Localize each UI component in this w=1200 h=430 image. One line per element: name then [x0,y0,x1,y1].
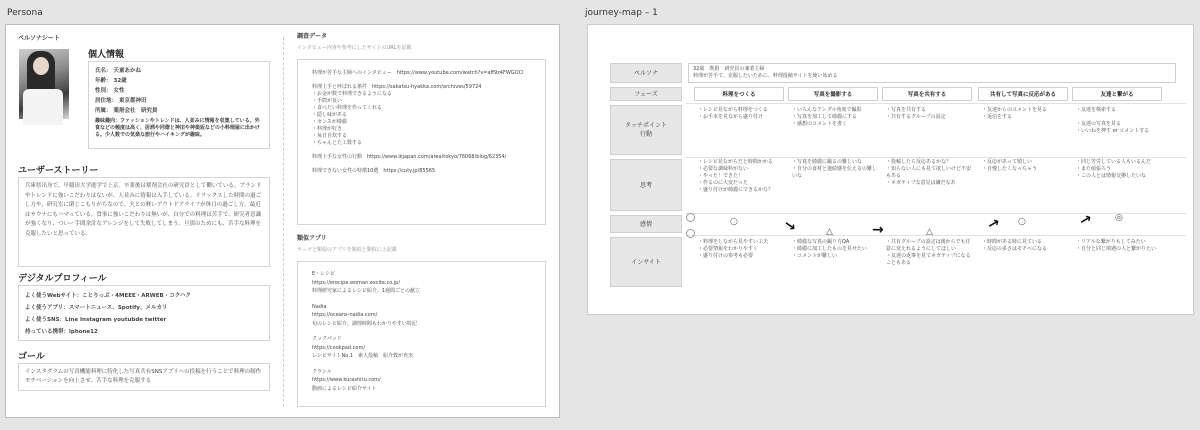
insight-cell-line: ・自分と同じ境遇の人と繋がりたい [1076,246,1157,252]
thought-cell [698,159,784,194]
row-divider [686,157,1186,158]
touchpoint-cell-line [1076,114,1162,121]
emotion-scale-icon [686,229,695,238]
research-title: 調査データ [297,33,328,40]
app-line [312,361,531,368]
digital-item: 持っている携帯：iphone12 [25,329,98,335]
app-line: レシピサイトNo.1 素人投稿 紹介数が充実 [312,353,414,359]
touchpoint-cell-line: ・返信をする [982,114,1013,120]
touchpoint-cell-line: ・友達を検索する [1076,107,1117,113]
row-label: インサイト [610,237,682,287]
profile-field-value: 東京都神田 [119,98,147,104]
touchpoint-cell-line: ・お手本を見ながら盛り付け [698,114,764,120]
profile-field [95,86,263,96]
insight-cell-line: ・コメントが難しい [792,253,838,259]
insight-cell-line: ・共有グループの設定は後からでも任意に変えれるようにしてほしい [886,239,971,252]
row-label: ペルソナ [610,63,682,83]
insight-cell-line: ・綺麗に加工したものを見せたい [792,246,868,252]
insight-cell-line: ・友達の返事を見てネガティブになることもある [886,253,971,266]
thought-cell-line: ・レシピ見ながらだと時間かかる [698,159,773,165]
emotion-arrow-icon: → [780,216,800,236]
insight-cell [1076,239,1162,253]
profile-field [95,66,263,76]
persona-photo [19,49,69,119]
emotion-mark: △ [926,227,933,237]
research-line [312,161,531,168]
thought-cell-line: ・自慢したくなっちゃう [982,166,1038,172]
research-line: ・ちゃんとた工数する [312,140,363,146]
phase-header: 共有して写真に反応がある [978,87,1068,101]
research-line: ・食べたい料理を作ってくれる [312,105,383,111]
profile-field-label: 居住地： [95,98,118,104]
app-line: 料理研究家によるレシピ紹介、1週間ごとの献立 [312,288,421,294]
journey-persona-line: 料理が苦手で、克服したいために、料理投稿サイトを使い始める [693,73,838,79]
journey-persona-box [688,63,1176,83]
digital-item: よく使うアプリ：スマートニュース、Spotify、メルカリ [25,305,168,311]
column-divider [283,37,284,407]
row-divider [686,235,1186,236]
touchpoint-cell-line: ・レシピ見ながら料理をつくる [698,107,768,113]
thought-cell-line: ・この人とは情報交換したいな [1076,173,1147,179]
touchpoint-cell-line: ・友達からのコメントを見る [982,107,1048,113]
insight-cell [698,239,784,260]
app-line [312,296,531,303]
research-box [297,59,546,225]
touchpoint-cell-line: ・いろんなアングル角度で撮影 [792,107,862,113]
thought-cell [886,159,972,187]
insight-cell-line: ・時間がある時に見ている [982,239,1043,245]
emotion-arrow-icon: → [872,222,884,238]
thought-cell-line: ・ネガティブな意見は嫌だなあ [886,180,956,186]
insight-cell [982,239,1068,253]
profile-field [95,106,263,116]
thought-cell-line: ・盛り付けが綺麗にできるかな？ [698,187,774,193]
profile-title: 個人情報 [88,50,125,60]
insight-cell-line: ・リアルな繋がりもしてみたい [1076,239,1146,245]
emotion-mark: ○ [730,217,738,227]
row-label: タッチポイント 行動 [610,105,682,155]
apps-box [297,261,546,407]
app-line: https://erecipe.woman.excite.co.jp/ [312,279,401,286]
emotion-mark: ○ [1018,217,1026,227]
research-line: ・センスが綺麗 [312,119,347,125]
research-line [312,147,531,154]
profile-field-label: 性別： [95,88,112,94]
journey-frame[interactable] [587,24,1194,315]
app-line: https://oceans-nadia.com/ [312,312,378,318]
app-line: クックパッド [312,336,342,342]
phase-header: 料理をつくる [694,87,784,101]
app-line [312,328,531,335]
profile-field [95,76,263,86]
story-text: 兵庫県出身で、早稲田大学進学で上京。卒業後は薬剤会社の研究員として働いている。ブランドやトレンドに強いこだわりはないが、人並みに情報は入手している。リラックスした時間の過ごし方や、研究室に閉じこもりがちなので、夫との軽いアウトドアライフが休日の過ごし方。最近はサウナにもハマっている。食事に強いこだわりは無いが、自分での料理は苦手で、研究者意識が強くなり、ついー手間余計なアレンジをして失敗してしまう。旦那のためにも、苦手な料理を克服したいと思っている。 [25,183,262,237]
digital-item: よく使うWebサイト：ことりっぷ・4MEEE・ARWEB・コクハク [25,293,191,299]
phase-header: 写真を撮影する [788,87,878,101]
thought-cell [982,159,1068,173]
insight-cell [792,239,878,260]
touchpoint-cell-line: ・感想のコメントを書く [792,121,848,127]
phase-header: 写真を共有する [882,87,972,101]
research-line: 料理上手と呼ばれる条件 https://sakatsu-hyakka.com/archives/59724 [312,84,482,90]
thought-cell [1076,159,1162,180]
row-label: 感情 [610,215,682,233]
research-line: ・料理が好き [312,126,343,132]
app-line: E・レシピ [312,271,336,277]
thought-cell-line: ・反応があって嬉しい [982,159,1032,165]
app-line: クラシル [312,368,332,375]
thought-cell-line: ・投稿したら反応あるかな？ [886,159,952,165]
research-line: 料理上手な女性の行動 https://www.ikjapan.com/area/tokyo/76068/blog/62354/ [312,154,507,160]
story-box [18,177,270,267]
thought-cell [792,159,878,180]
touchpoint-cell-line: ・友達の写真を見る [1076,121,1122,127]
research-subtitle: インタビュー内容や参考にしたサイトのURLを記載 [297,45,412,51]
apps-title: 類似アプリ [297,235,327,242]
row-label: フェーズ [610,87,682,101]
touchpoint-cell-line: ・いいねを押す or コメントする [1076,128,1150,134]
profile-field-value: 女性 [113,88,125,94]
touchpoint-cell [792,107,878,128]
insight-cell-line: ・必要情報をわかりやすく [698,246,759,252]
touchpoint-cell [1076,107,1162,135]
insight-cell-line: ・料理をしながら見やすい工夫 [698,239,769,245]
research-line [312,77,531,84]
thought-cell-line: ・自分の食材と連続感を伝えるの難しいな [792,166,878,179]
profile-box [88,61,270,149]
digital-title: デジタルプロフィール [18,274,107,284]
persona-frame[interactable] [5,24,560,418]
touchpoint-cell [886,107,972,121]
research-line: ・隠し味がある [312,112,348,118]
thought-cell-line: ・同じ苦労している人もいるんだ [1076,159,1152,165]
journey-frame-label[interactable]: journey-map – 1 [585,8,658,18]
profile-field-value: 32歳 [113,78,127,84]
insight-cell-line: ・反応の多さはモチベになる [982,246,1048,252]
phase-header: 友達と繋がる [1072,87,1162,101]
apps-subtitle: テーマと類似のアプリを類似と類似に上記載 [297,247,397,253]
research-line: 料理できない女性の特徴10選 https://cuty.jp/85565 [312,168,436,174]
app-line: Nadia [312,303,327,310]
research-line: ・毎日自炊する [312,133,348,139]
app-line: 旬のレシピ紹介、調理時間もわかりやすい特記 [312,320,417,327]
thought-cell-line: ・やった！できた！ [698,173,744,179]
persona-frame-label[interactable]: Persona [7,8,43,18]
hobby-text: 趣味趣向：ファッションやトレンドは、人並みに情報を収集している。外食などの頻度は高く、居酒や同僚と神田や神楽坂などの小料理屋に出かける。少人数での気楽な旅行やハイキングが趣味。 [95,118,260,138]
app-line: https://www.kurashiru.com/ [312,377,381,383]
app-line: 動画によるレシピ紹介サイト [312,385,377,392]
insight-cell-line: ・綺麗な写真の撮り方QA [792,239,850,245]
goal-box [18,363,270,391]
insight-cell-line: ・盛り付けの参考も必要 [698,253,754,259]
thought-cell-line: ・必要な調味料がない [698,166,749,172]
touchpoint-cell-line: ・写真を加工して綺麗にする [792,114,858,120]
profile-field-value: 薬剤会社 研究員 [113,108,158,114]
profile-field [95,96,263,106]
row-label: 思考 [610,159,682,211]
journey-persona-line: 32歳 既婚 研究員の兼業主婦 [693,66,765,72]
story-title: ユーザーストーリー [18,166,99,176]
emotion-arrow-icon: → [984,214,1003,234]
thought-cell-line: ・また頑張ろう [1076,166,1112,172]
digital-box [18,285,270,341]
thought-cell-line: ・作るのに大変だった [698,180,749,186]
profile-field-label: 年齢： [95,78,112,84]
goal-text: インスタグラムの写真機能料理に特化した写真共有SNSアプリへの投稿を行うことで料理の制作モチベーションを向上させ、苦手な料理を克服する [25,369,262,384]
research-line: 料理が苦手な主婦へのインタビュー https://www.youtube.com/watch?v=aff9z4FWGOCl [312,70,524,76]
profile-field-value: 天童あかね [113,68,142,74]
thought-cell-line: ・知らない人にも見て欲しいけど不安もある [886,166,972,179]
goal-title: ゴール [18,352,45,362]
digital-item: よく使うSNS：Line Instagram youtubde twitter [25,317,167,323]
touchpoint-cell-line: ・写真を共有する [886,107,927,113]
thought-cell-line: ・写真を綺麗に撮るの難しいな [792,159,863,165]
row-divider [686,213,1186,214]
row-divider [686,103,1186,104]
profile-field-label: 所属： [95,108,112,114]
touchpoint-cell [698,107,784,121]
emotion-mark: ◎ [1115,213,1123,223]
emotion-mark: △ [826,227,833,237]
emotion-arrow-icon: → [1076,210,1095,230]
insight-cell [886,239,972,267]
emotion-scale-icon [686,213,695,222]
sheet-title: ペルソナシート [18,35,60,42]
research-line: ・手際が良い [312,98,343,104]
research-line: ・お金が数で料理できるようになる [312,91,393,97]
touchpoint-cell [982,107,1068,121]
touchpoint-cell-line: ・共有するグループの設定 [886,114,946,120]
app-line: https://cookpad.com/ [312,344,366,351]
profile-field-label: 氏名： [95,68,112,74]
